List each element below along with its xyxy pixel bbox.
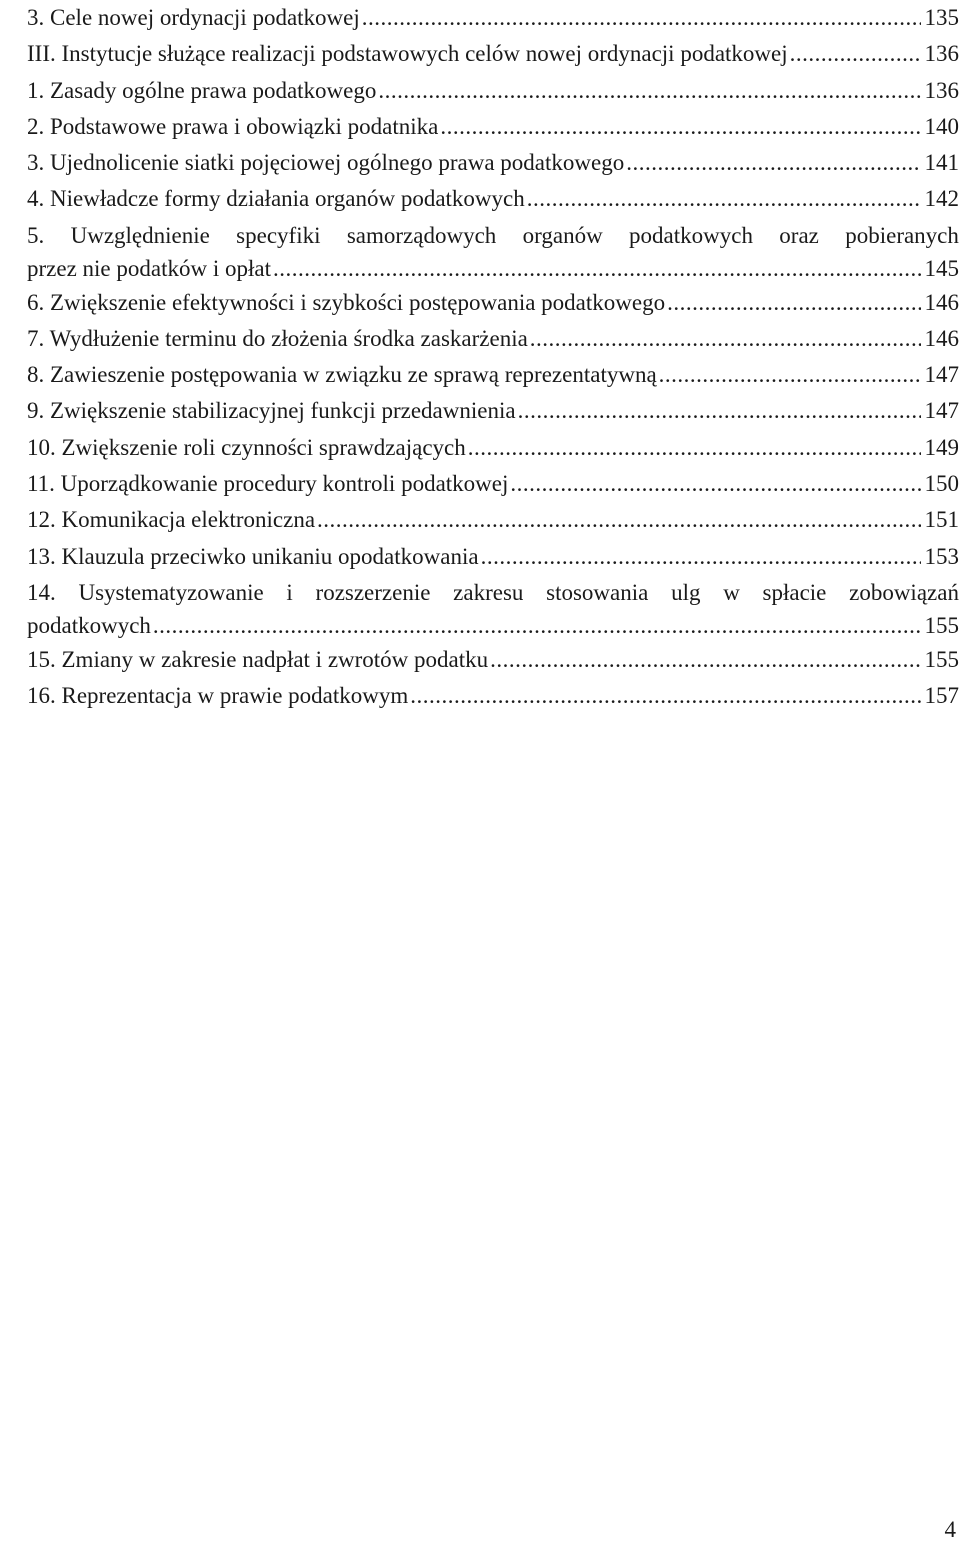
toc-entry-title: 3. Cele nowej ordynacji podatkowej: [27, 5, 360, 30]
toc-entry: [27, 678, 959, 714]
toc-entry-page: 153: [924, 543, 959, 569]
toc-entry-page: 147: [924, 398, 959, 424]
toc-entry: [27, 109, 959, 145]
toc-entry-title: 2. Podstawowe prawa i obowiązki podatnika: [27, 113, 439, 139]
toc-entry: [27, 218, 959, 285]
toc-dot-leader: [360, 0, 921, 36]
toc-dot-leader: [528, 321, 921, 357]
toc-entry-page: 146: [924, 289, 959, 315]
toc-entry-title: 16. Reprezentacja w prawie podatkowym: [27, 683, 409, 709]
toc-entry-page: 155: [924, 613, 959, 639]
toc-dot-leader: [488, 642, 920, 678]
toc-dot-leader: [408, 678, 920, 714]
toc-entry: [27, 36, 959, 72]
toc-entry-title: podatkowych: [27, 613, 151, 639]
toc-entry: [27, 285, 959, 321]
toc-entry-page: 147: [924, 362, 959, 388]
toc-entry-page: 136: [924, 77, 959, 103]
toc-entry-page: 150: [924, 471, 959, 497]
toc-entry: [27, 393, 959, 429]
toc-entry-title: 11. Uporządkowanie procedury kontroli podatkowej: [27, 471, 509, 497]
toc-entry-title: 10. Zwiększenie roli czynności sprawdzających: [27, 434, 466, 460]
toc-entry-title: 7. Wydłużenie terminu do złożenia środka zaskarżenia: [27, 325, 528, 351]
toc-entry-page: 140: [924, 113, 959, 139]
toc-entry-title: przez nie podatków i opłat: [27, 256, 271, 282]
toc-entry-page: 136: [924, 41, 959, 67]
toc-entry-page: 151: [924, 507, 959, 533]
toc-entry-title: 13. Klauzula przeciwko unikaniu opodatkowania: [27, 543, 479, 569]
toc-entry-title: 8. Zawieszenie postępowania w związku ze sprawą reprezentatywną: [27, 362, 657, 388]
toc-entry-page: 155: [924, 646, 959, 672]
toc-entry-title: 4. Niewładcze formy działania organów podatkowych: [27, 186, 525, 212]
toc-entry: [27, 575, 959, 642]
toc-entry: [27, 502, 959, 538]
toc-entry-title: 1. Zasady ogólne prawa podatkowego: [27, 77, 377, 103]
toc-entry-page: 142: [924, 186, 959, 212]
toc-entry-title: 6. Zwiększenie efektywności i szybkości postępowania podatkowego: [27, 289, 666, 315]
toc-entry-page: 146: [924, 325, 959, 351]
toc-entry-page: 141: [924, 150, 959, 176]
toc-entry-title: 15. Zmiany w zakresie nadpłat i zwrotów podatku: [27, 646, 489, 672]
toc-entry: [27, 145, 959, 181]
toc-entry-page: 149: [924, 434, 959, 460]
toc-entry-page: 135: [924, 5, 959, 30]
toc-dot-leader: [315, 502, 920, 538]
toc-entry: [27, 73, 959, 109]
toc-dot-leader: [657, 357, 921, 393]
toc-entry: [27, 0, 959, 36]
toc-dot-leader: [376, 73, 920, 109]
toc-entry-title: 9. Zwiększenie stabilizacyjnej funkcji przedawnienia: [27, 398, 516, 424]
toc-dot-leader: [438, 109, 920, 145]
toc-dot-leader: [466, 430, 921, 466]
toc-entry-title: 3. Ujednolicenie siatki pojęciowej ogólnego prawa podatkowego: [27, 150, 625, 176]
toc-dot-leader: [665, 285, 920, 321]
toc-dot-leader: [516, 393, 921, 429]
toc-entry: [27, 321, 959, 357]
toc-dot-leader: [151, 611, 921, 642]
toc-dot-leader: [525, 181, 921, 217]
toc-dot-leader: [788, 36, 921, 72]
toc-entry: [27, 357, 959, 393]
toc-dot-leader: [271, 254, 921, 285]
toc-entry: [27, 642, 959, 678]
toc-entry-title-first-line: 14. Usystematyzowanie i rozszerzenie zakresu stosowania ulg w spłacie zobowiązań: [27, 579, 959, 605]
toc-entry-title: 12. Komunikacja elektroniczna: [27, 507, 316, 533]
toc-dot-leader: [479, 539, 921, 575]
toc-entry: [27, 430, 959, 466]
page-number: 4: [944, 1517, 956, 1542]
toc-entry: [27, 539, 959, 575]
toc-entry-page: 157: [924, 683, 959, 709]
toc-dot-leader: [624, 145, 920, 181]
toc-entry: [27, 181, 959, 217]
table-of-contents: [27, 0, 959, 714]
toc-entry: [27, 466, 959, 502]
toc-entry-page: 145: [924, 256, 959, 282]
toc-entry-title: III. Instytucje służące realizacji podstawowych celów nowej ordynacji podatkowej: [27, 41, 788, 67]
toc-dot-leader: [508, 466, 920, 502]
toc-entry-title-first-line: 5. Uwzględnienie specyfiki samorządowych organów podatkowych oraz pobieranych: [27, 222, 959, 248]
